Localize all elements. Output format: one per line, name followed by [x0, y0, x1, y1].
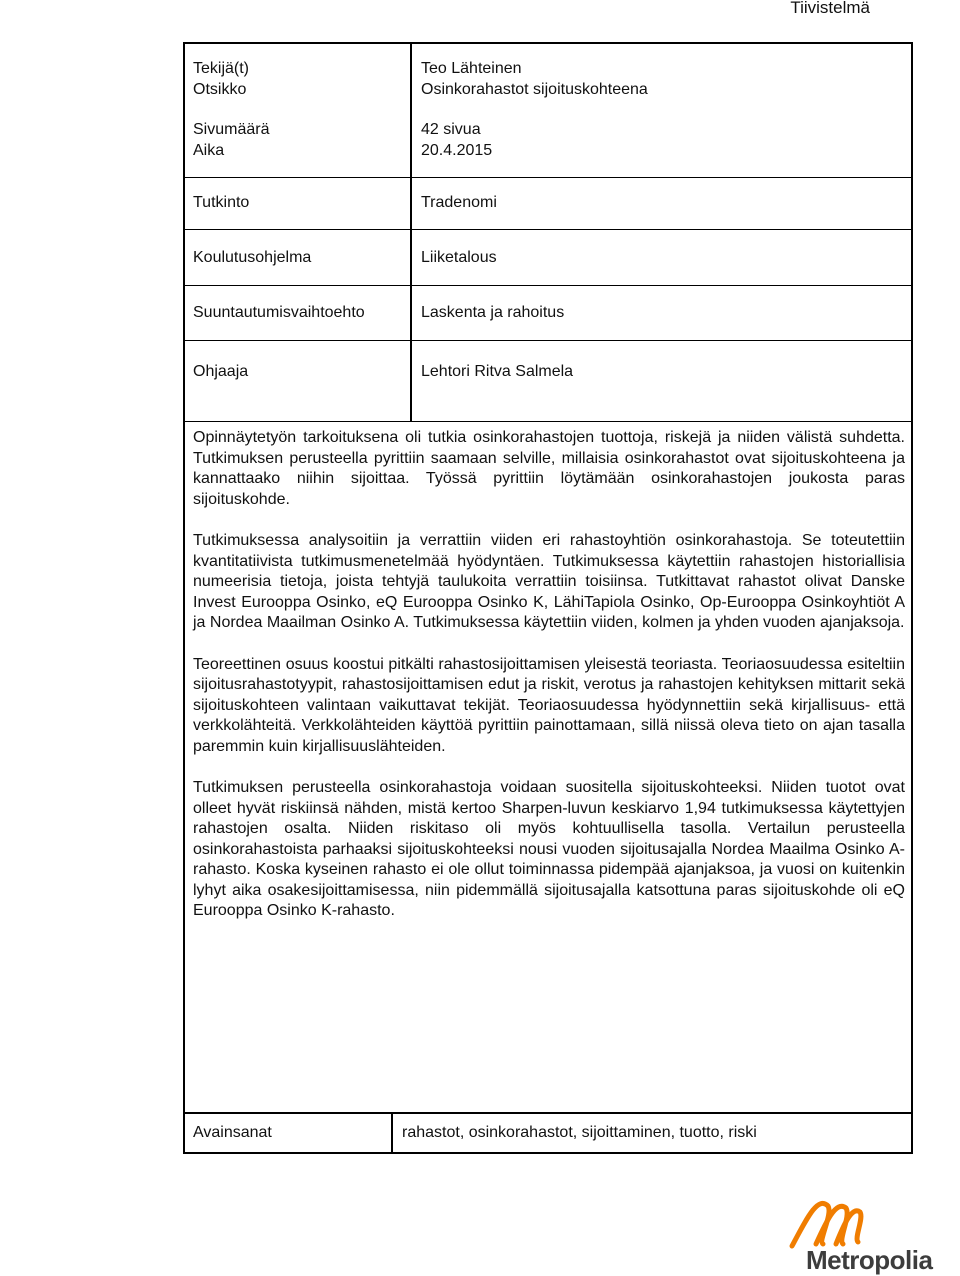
pages-label: Sivumäärä — [193, 121, 270, 138]
keywords-value: rahastot, osinkorahastot, sijoittaminen, tuotto, riski — [402, 1124, 757, 1141]
degree-value: Tradenomi — [421, 194, 497, 211]
specialisation-label: Suuntautumisvaihtoehto — [193, 304, 365, 321]
row-divider — [183, 285, 913, 286]
supervisor-label: Ohjaaja — [193, 363, 249, 380]
date-label: Aika — [193, 142, 225, 159]
abstract-paragraph: Tutkimuksessa analysoitiin ja verrattiin viiden eri rahastoyhtiön osinkorahastoja. Se toteutettiin kvantitatiivista tutkimusmenetelmää hyödyntäen. Tutkimuksessa käytettiin rahastojen historiallisia numeerisia tietoja, joista tehtyjä taulukoita verrattiin toisiinsa. Tutkittavat rahastot olivat Danske Invest Eurooppa Osinko, eQ Eurooppa Osinko K, LähiTapiola Osinko, Op-Eurooppa Osinkoyhtiöt A ja Nordea Maailman Osinko A. Tutkimuksessa käytettiin viiden, kolmen ja yhden vuoden ajanjaksoja. — [193, 532, 905, 631]
metropolia-logo-text: Metropolia — [806, 1245, 933, 1275]
keywords-divider — [391, 1112, 393, 1154]
keywords-label: Avainsanat — [193, 1124, 272, 1141]
programme-label: Koulutusohjelma — [193, 249, 312, 266]
abstract-paragraph: Tutkimuksen perusteella osinkorahastoja voidaan suositella sijoituskohteeksi. Niiden tuotot ovat olleet hyvät riskiinsä nähden, mistä kertoo Sharpen-luvun keskiarvo 1,94 tutkimuksessa käytettyjen rahastojen osalta. Niiden riskitaso oli myös kohtuullisella tasolla. Vertailun perusteella osinkorahastoista parhaaksi sijoituskohteeksi nousi vuoden sijoitusajalla Nordea Maailma Osinko A-rahasto. Koska kyseinen rahasto ei ole ollut toiminnassa pidempää ajanjaksoa, ja vuosi on kuitenkin lyhyt aika osakesijoittamisessa, niin pidemmällä sijoitusajalla katsottuna paras sijoituskohde oli eQ Eurooppa Osinko K-rahasto. — [193, 779, 905, 919]
abstract-body — [193, 428, 905, 943]
supervisor-value: Lehtori Ritva Salmela — [421, 363, 574, 380]
abstract-paragraph: Teoreettinen osuus koostui pitkälti rahastosijoittamisen yleisestä teoriasta. Teoriaosuudessa esiteltiin sijoitusrahastotyypit, rahastosijoittamisen edut ja riskit, verotus ja rahastojen kehityksen mittarit sekä sijoituskohteen valintaan vaikuttavat tekijät. Teoriaosuudessa hyödynnettiin sekä kirjallisuus- että verkkolähteitä. Verkkolähteiden käyttöä pyrittiin painottamaan, sillä niissä oleva tieto on ajan tasalla paremmin kuin kirjallisuuslähteiden. — [193, 655, 905, 755]
page-header-title: Tiivistelmä — [790, 0, 870, 17]
row-divider — [183, 340, 913, 341]
row-divider — [183, 177, 913, 178]
degree-label: Tutkinto — [193, 194, 250, 211]
logo-stroke — [836, 1211, 861, 1244]
pages-value: 42 sivua — [421, 121, 481, 138]
title-label: Otsikko — [193, 81, 247, 98]
author-label: Tekijä(t) — [193, 60, 250, 77]
specialisation-value: Laskenta ja rahoitus — [421, 304, 565, 321]
author-value: Teo Lähteinen — [421, 60, 522, 77]
abstract-paragraph: Opinnäytetyön tarkoituksena oli tutkia osinkorahastojen tuottoja, riskejä ja niiden välistä suhdetta. Tutkimuksen perusteella pyrittiin saamaan selville, millaisia osinkorahastot ovat sijoituskohteena ja kannattaako niihin sijoittaa. Työssä pyrittiin löytämään osinkorahastojen joukosta paras sijoituskohde. — [193, 429, 905, 508]
row-divider — [183, 229, 913, 230]
info-column-divider — [410, 42, 412, 422]
programme-value: Liiketalous — [421, 249, 497, 266]
date-value: 20.4.2015 — [421, 142, 493, 159]
row-divider — [183, 421, 913, 422]
title-value: Osinkorahastot sijoituskohteena — [421, 81, 648, 98]
